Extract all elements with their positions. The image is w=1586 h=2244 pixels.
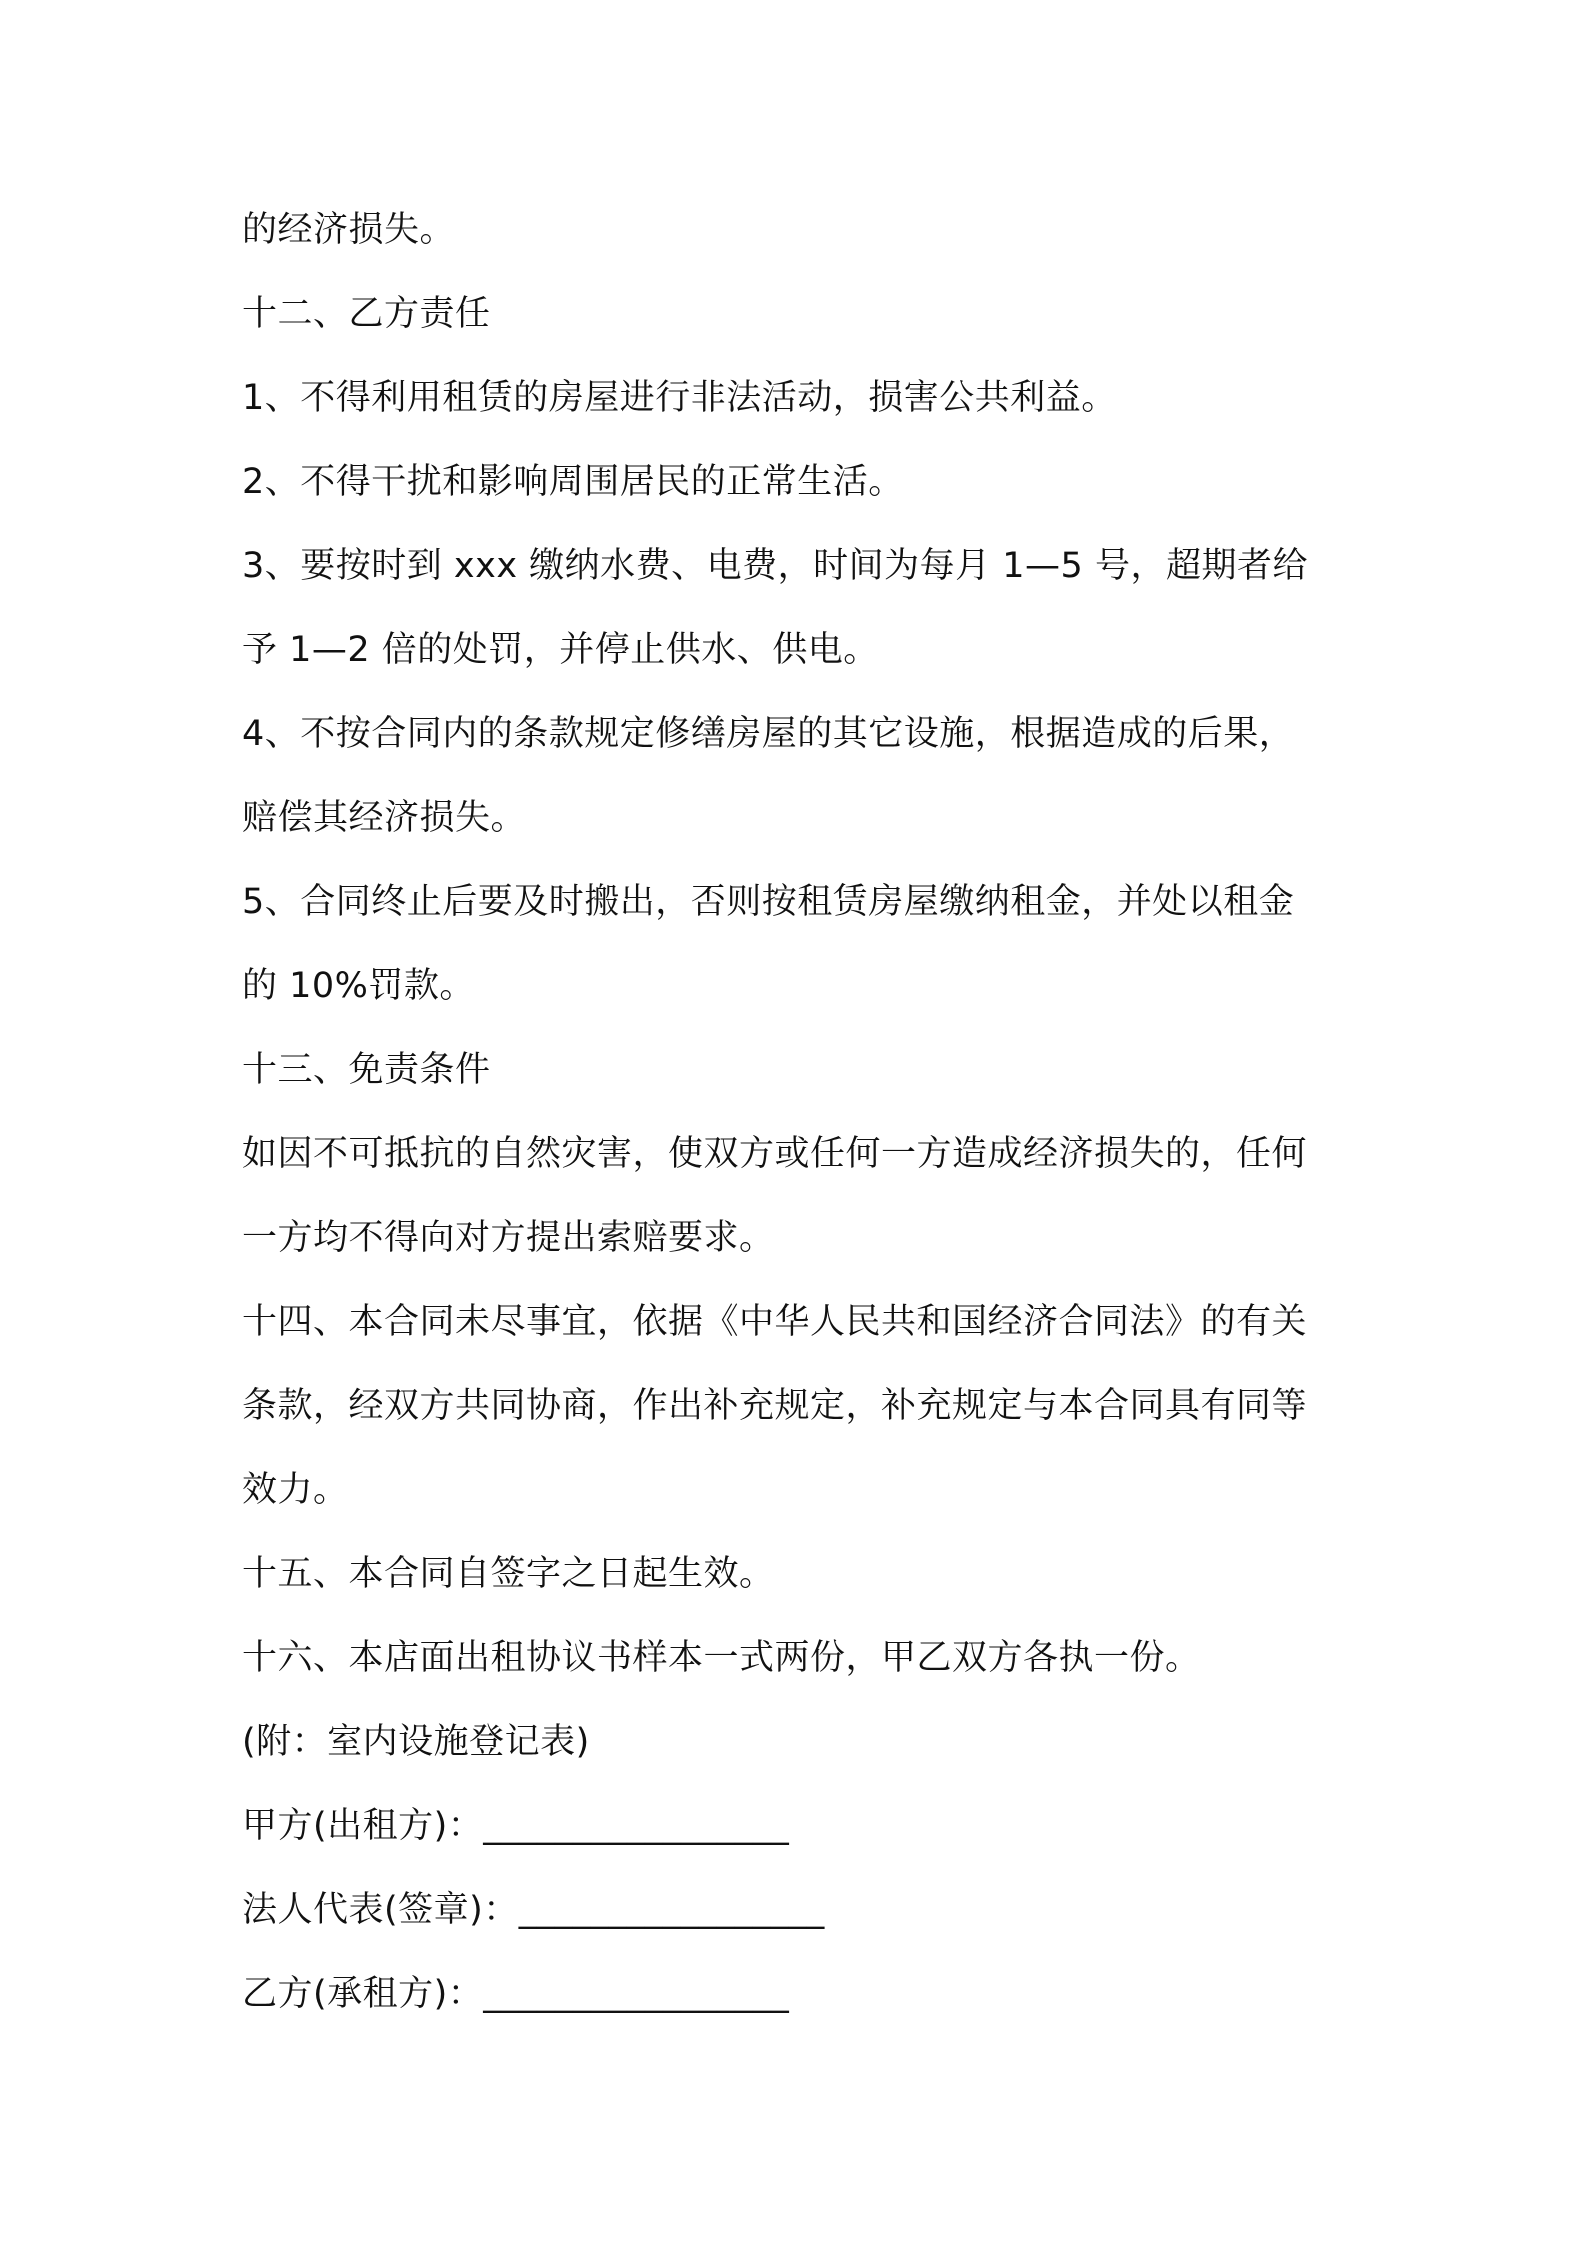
section-14-cont: 条款，经双方共同协商，作出补充规定，补充规定与本合同具有同等 [242,1386,1308,1426]
party-a-signature-line: 甲方(出租方)：_________________ [242,1806,790,1846]
legal-rep-signature-line: 法人代表(签章)：_________________ [242,1890,825,1930]
attachment-note: (附：室内设施登记表) [242,1722,590,1762]
document-body [242,188,1362,2036]
paragraph-continuation: 的经济损失。 [242,210,456,250]
clause-12-3: 3、要按时到 xxx 缴纳水费、电费，时间为每月 1—5 号，超期者给 [242,546,1308,586]
clause-12-4-cont: 赔偿其经济损失。 [242,798,527,838]
clause-12-1: 1、不得利用租赁的房屋进行非法活动，损害公共利益。 [242,378,1117,418]
clause-13-text-cont: 一方均不得向对方提出索赔要求。 [242,1218,775,1258]
section-heading-13: 十三、免责条件 [242,1050,491,1090]
section-16: 十六、本店面出租协议书样本一式两份，甲乙双方各执一份。 [242,1638,1201,1678]
section-15: 十五、本合同自签字之日起生效。 [242,1554,775,1594]
clause-13-text: 如因不可抵抗的自然灾害，使双方或任何一方造成经济损失的，任何 [242,1134,1308,1174]
clause-12-5: 5、合同终止后要及时搬出，否则按租赁房屋缴纳租金，并处以租金 [242,882,1295,922]
section-heading-12: 十二、乙方责任 [242,294,491,334]
clause-12-4: 4、不按合同内的条款规定修缮房屋的其它设施，根据造成的后果， [242,714,1295,754]
clause-12-3-cont: 予 1—2 倍的处罚，并停止供水、供电。 [242,630,879,670]
section-14: 十四、本合同未尽事宜，依据《中华人民共和国经济合同法》的有关 [242,1302,1308,1342]
clause-12-2: 2、不得干扰和影响周围居民的正常生活。 [242,462,904,502]
party-b-signature-line: 乙方(承租方)：_________________ [242,1974,790,2014]
clause-12-5-cont: 的 10%罚款。 [242,966,475,1006]
section-14-cont-2: 效力。 [242,1470,349,1510]
